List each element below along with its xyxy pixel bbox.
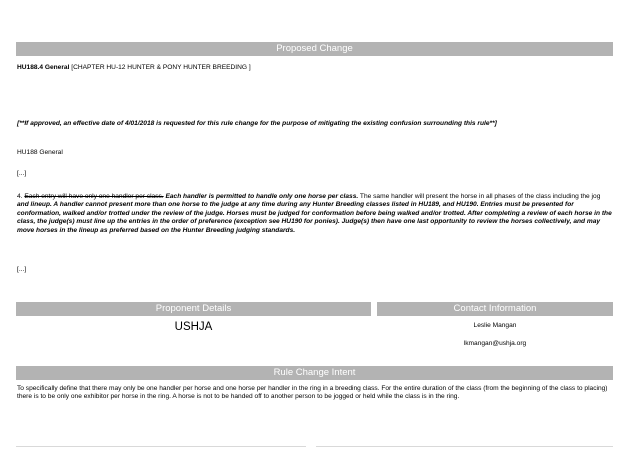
rule-chapter: [CHAPTER HU-12 HUNTER & PONY HUNTER BREEDING ] [69,64,251,71]
proposed-change-header: Proposed Change [16,42,613,56]
contact-information-header: Contact Information [377,302,613,316]
intent-text: To specifically define that there may only be one handler per horse and one horse per handler in the ring in a breeding class. For the entire duration of the class (from the beginning of the class to placing) there is to be only one exhibitor per horse in the ring. A horse is not to be handed off to another person to be jogged or held while the class is in the ring. [17,385,608,401]
contact-email: lkmangan@ushja.org [463,340,527,347]
rule-change-intent-header: Rule Change Intent [16,366,613,380]
contact-name: Leslie Mangan [473,322,517,329]
rule-paragraph [17,193,613,235]
paragraph-number: 4. [17,193,25,200]
rule-title [17,64,613,72]
added-text-2: and lineup. A handler cannot present more than one horse to the judge at any time during any Hunter Breeding classes listed in HU189, and HU190. Entries must be presented for conformation, walked and/or trotted under the review of the judge. Horses must be judged for conformation before being walked and/or trotted. After completing a review of each horse in the class, the judge(s) must line up the entries in the order of preference (exception see HU190 for ponies). Judge(s) then have one last opportunity to review the horses collectively, and may move horses in the lineup as preferred based on the Hunter Breeding judging standards. [17,201,612,234]
section-label: HU188 General [17,149,63,156]
ellipsis-top: [...] [17,170,27,177]
added-text-1: Each handler is permitted to handle only one horse per class. [163,193,359,200]
bottom-divider-left [16,446,306,447]
rule-number: HU188.4 General [17,64,70,71]
proponent-name: USHJA [174,321,213,333]
struck-text: Each entry will have only one handler per class. [24,193,164,200]
existing-text: The same handler will present the horse in all phases of the class including the jog [358,193,601,200]
effective-date-note: [**If approved, an effective date of 4/01/2018 is requested for this rule change for the purpose of mitigating the existing confusion surrounding this rule**] [17,120,497,127]
proponent-details-header: Proponent Details [16,302,371,316]
bottom-divider-right [316,446,613,447]
ellipsis-bottom: [...] [17,266,27,273]
